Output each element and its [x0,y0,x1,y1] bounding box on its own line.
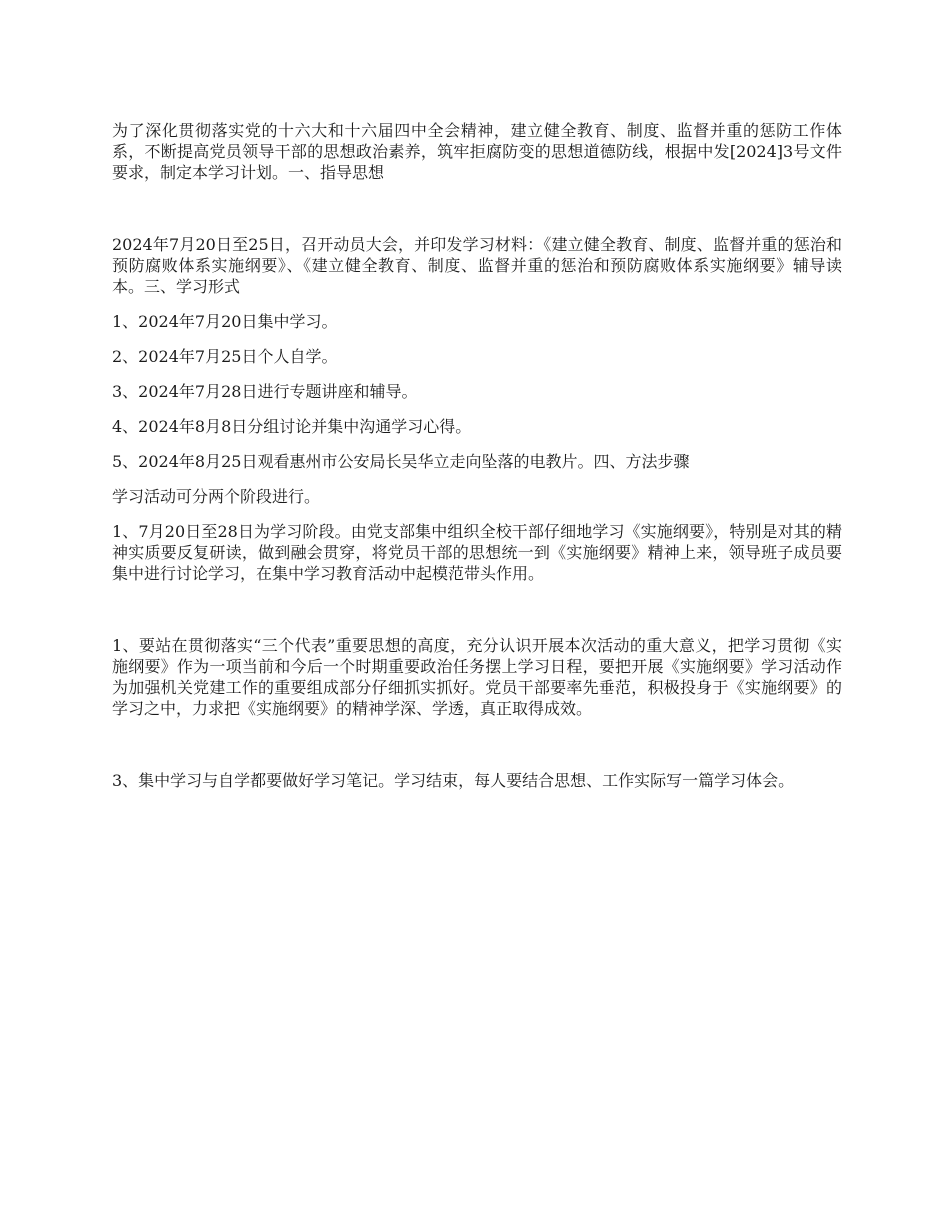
document-page [112,120,842,791]
requirement-1-paragraph: 1、要站在贯彻落实“三个代表”重要思想的高度，充分认识开展本次活动的重大意义，把学习贯彻《实施纲要》作为一项当前和今后一个时期重要政治任务摆上学习日程，要把开展《实施纲要》学习活动作为加强机关党建工作的重要组成部分仔细抓实抓好。党员干部要率先垂范，积极投身于《实施纲要》的学习之中，力求把《实施纲要》的精神学深、学透，真正取得成效。 [112,636,842,718]
study-item-4: 4、2024年8月8日分组讨论并集中沟通学习心得。 [112,417,472,436]
study-item-3: 3、2024年7月28日进行专题讲座和辅导。 [112,382,418,401]
intro-paragraph: 为了深化贯彻落实党的十六大和十六届四中全会精神，建立健全教育、制度、监督并重的惩防工作体系，不断提高党员领导干部的思想政治素养，筑牢拒腐防变的思想道德防线，根据中发[2024]3号文件要求，制定本学习计划。一、指导思想 [112,121,842,182]
study-item-2: 2、2024年7月25日个人自学。 [112,347,338,366]
stage-1-paragraph: 1、7月20日至28日为学习阶段。由党支部集中组织全校干部仔细地学习《实施纲要》，特别是对其的精神实质要反复研读，做到融会贯穿，将党员干部的思想统一到《实施纲要》精神上来，领导班子成员要集中进行讨论学习，在集中学习教育活动中起模范带头作用。 [112,522,842,583]
study-item-5: 5、2024年8月25日观看惠州市公安局长吴华立走向坠落的电教片。四、方法步骤 [112,452,690,471]
stages-intro-paragraph: 学习活动可分两个阶段进行。 [112,487,321,506]
mobilization-paragraph: 2024年7月20日至25日，召开动员大会，并印发学习材料：《建立健全教育、制度、监督并重的惩治和预防腐败体系实施纲要》、《建立健全教育、制度、监督并重的惩治和预防腐败体系实施纲要》辅导读本。三、学习形式 [112,235,842,296]
requirement-3-paragraph: 3、集中学习与自学都要做好学习笔记。学习结束，每人要结合思想、工作实际写一篇学习体会。 [112,771,795,790]
study-item-1: 1、2024年7月20日集中学习。 [112,312,338,331]
